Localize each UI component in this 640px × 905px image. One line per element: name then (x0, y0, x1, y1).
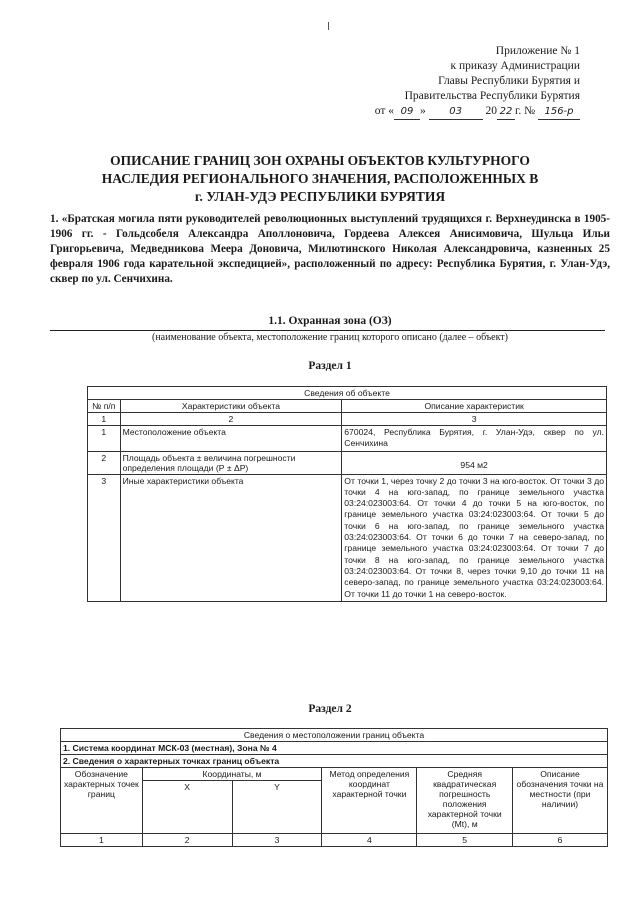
date-day: 09 (394, 104, 420, 120)
zone-subtitle: (наименование объекта, местоположение границ которого описано (далее – объект) (151, 332, 509, 343)
row-characteristic: Местоположение объекта (120, 426, 342, 452)
row-description: От точки 1, через точку 2 до точки 3 на юго-восток. От точки 3 до точки 4 на юго-запад, по границе земельного участка 03:24:023003:64. От точки 4 до точки 5 на юго-восток, по границе земельного участка 03:24:023003:64. От точки 5 до точки 6 на юго-запад, по границе земельного участка 03:24:023003:64. От точки 6 до точки 7 на северо-запад, по границе земельного участка 03:24:023003:64. От точки 7 до точки 8 на юго-запад, по границе земельного участка 03:24:023003:64. От точки 8, через точки 9,10 до точки 11 на северо-запад, по границе земельного участка 03:24:023003:64. От точки 11 до точки 1 на северо-восток. (342, 474, 607, 601)
column-header: Обозначение характерных точек границ (61, 768, 143, 834)
column-header: Y (232, 781, 322, 834)
zone-title: 1.1. Охранная зона (ОЗ) (268, 315, 392, 327)
row-characteristic: Площадь объекта ± величина погрешности определения площади (Р ± ΔР) (120, 451, 342, 474)
column-number: 3 (232, 834, 322, 847)
header-line-4: Правительства Республики Бурятия (404, 90, 580, 102)
date-month: 03 (429, 104, 483, 120)
row-number: 1 (88, 426, 121, 452)
table-row (88, 451, 607, 474)
column-number: 6 (512, 834, 607, 847)
date-year-suffix: г. № (514, 105, 536, 117)
column-header: Характеристики объекта (120, 400, 342, 413)
table-caption: Сведения о местоположении границ объекта (61, 729, 608, 742)
boundary-table (60, 728, 608, 847)
order-number: 156-р (538, 104, 580, 120)
section-1-title: Раздел 1 (308, 360, 352, 372)
column-header: Средняя квадратическая погрешность положения характерной точки (Mt), м (417, 768, 513, 834)
column-header: Описание обозначения точки на местности (при наличии) (512, 768, 607, 834)
table-row (88, 426, 607, 452)
column-header: X (142, 781, 232, 834)
column-number: 5 (417, 834, 513, 847)
row-description: 954 м2 (342, 451, 607, 474)
title-line-3: г. УЛАН-УДЭ РЕСПУБЛИКИ БУРЯТИЯ (194, 189, 446, 204)
section-2-title: Раздел 2 (308, 703, 352, 715)
page-mark (328, 22, 329, 30)
column-header: № п/п (88, 400, 121, 413)
header-line-3: Главы Республики Бурятия и (438, 75, 580, 87)
column-number: 3 (342, 413, 607, 426)
row-number: 2 (88, 451, 121, 474)
column-header: Описание характеристик (342, 400, 607, 413)
column-header: Метод определения координат характерной точки (322, 768, 417, 834)
title-line-2: НАСЛЕДИЯ РЕГИОНАЛЬНОГО ЗНАЧЕНИЯ, РАСПОЛОЖЕННЫХ В (101, 171, 539, 186)
date-mid: » (419, 105, 426, 117)
date-year-prefix: 20 (485, 105, 497, 117)
document-title (70, 152, 570, 206)
coordinate-system: 1. Система координат МСК-03 (местная), Зона № 4 (61, 742, 608, 755)
table-row (88, 474, 607, 601)
row-characteristic: Иные характеристики объекта (120, 474, 342, 601)
table-caption: Сведения об объекте (88, 387, 607, 400)
header-line-1: Приложение № 1 (495, 45, 580, 57)
row-description: 670024, Республика Бурятия, г. Улан-Удэ, сквер по ул. Сенчихина (342, 426, 607, 452)
column-header: Координаты, м (142, 768, 322, 781)
column-number: 2 (120, 413, 342, 426)
object-info-table (87, 386, 607, 602)
row-number: 3 (88, 474, 121, 601)
column-number: 2 (142, 834, 232, 847)
column-number: 4 (322, 834, 417, 847)
column-number: 1 (61, 834, 143, 847)
points-caption: 2. Сведения о характерных точках границ объекта (61, 755, 608, 768)
appendix-header (360, 44, 580, 120)
zone-underline (50, 330, 605, 331)
date-year: 22 (497, 104, 515, 120)
date-prefix: от « (374, 105, 394, 117)
order-date-line (360, 104, 580, 120)
column-number: 1 (88, 413, 121, 426)
object-paragraph: 1. «Братская могила пяти руководителей революционных выступлений трудящихся г. Верхнеудинска в 1905-1906 гг. - Гольдсобеля Александра Аполлоновича, Гордеева Алексея Анисимовича, Шульца Ильи Григорьевича, Медведникова Меера Доновича, Милютинского Николая Александровича, казненных 25 февраля 1906 года карательной экспедицией», расположенный по адресу: Республика Бурятия, г. Улан-Удэ, сквер по ул. Сенчихина. (50, 213, 610, 285)
header-line-2: к приказу Администрации (450, 60, 580, 72)
title-line-1: ОПИСАНИЕ ГРАНИЦ ЗОН ОХРАНЫ ОБЪЕКТОВ КУЛЬТУРНОГО (110, 153, 530, 168)
